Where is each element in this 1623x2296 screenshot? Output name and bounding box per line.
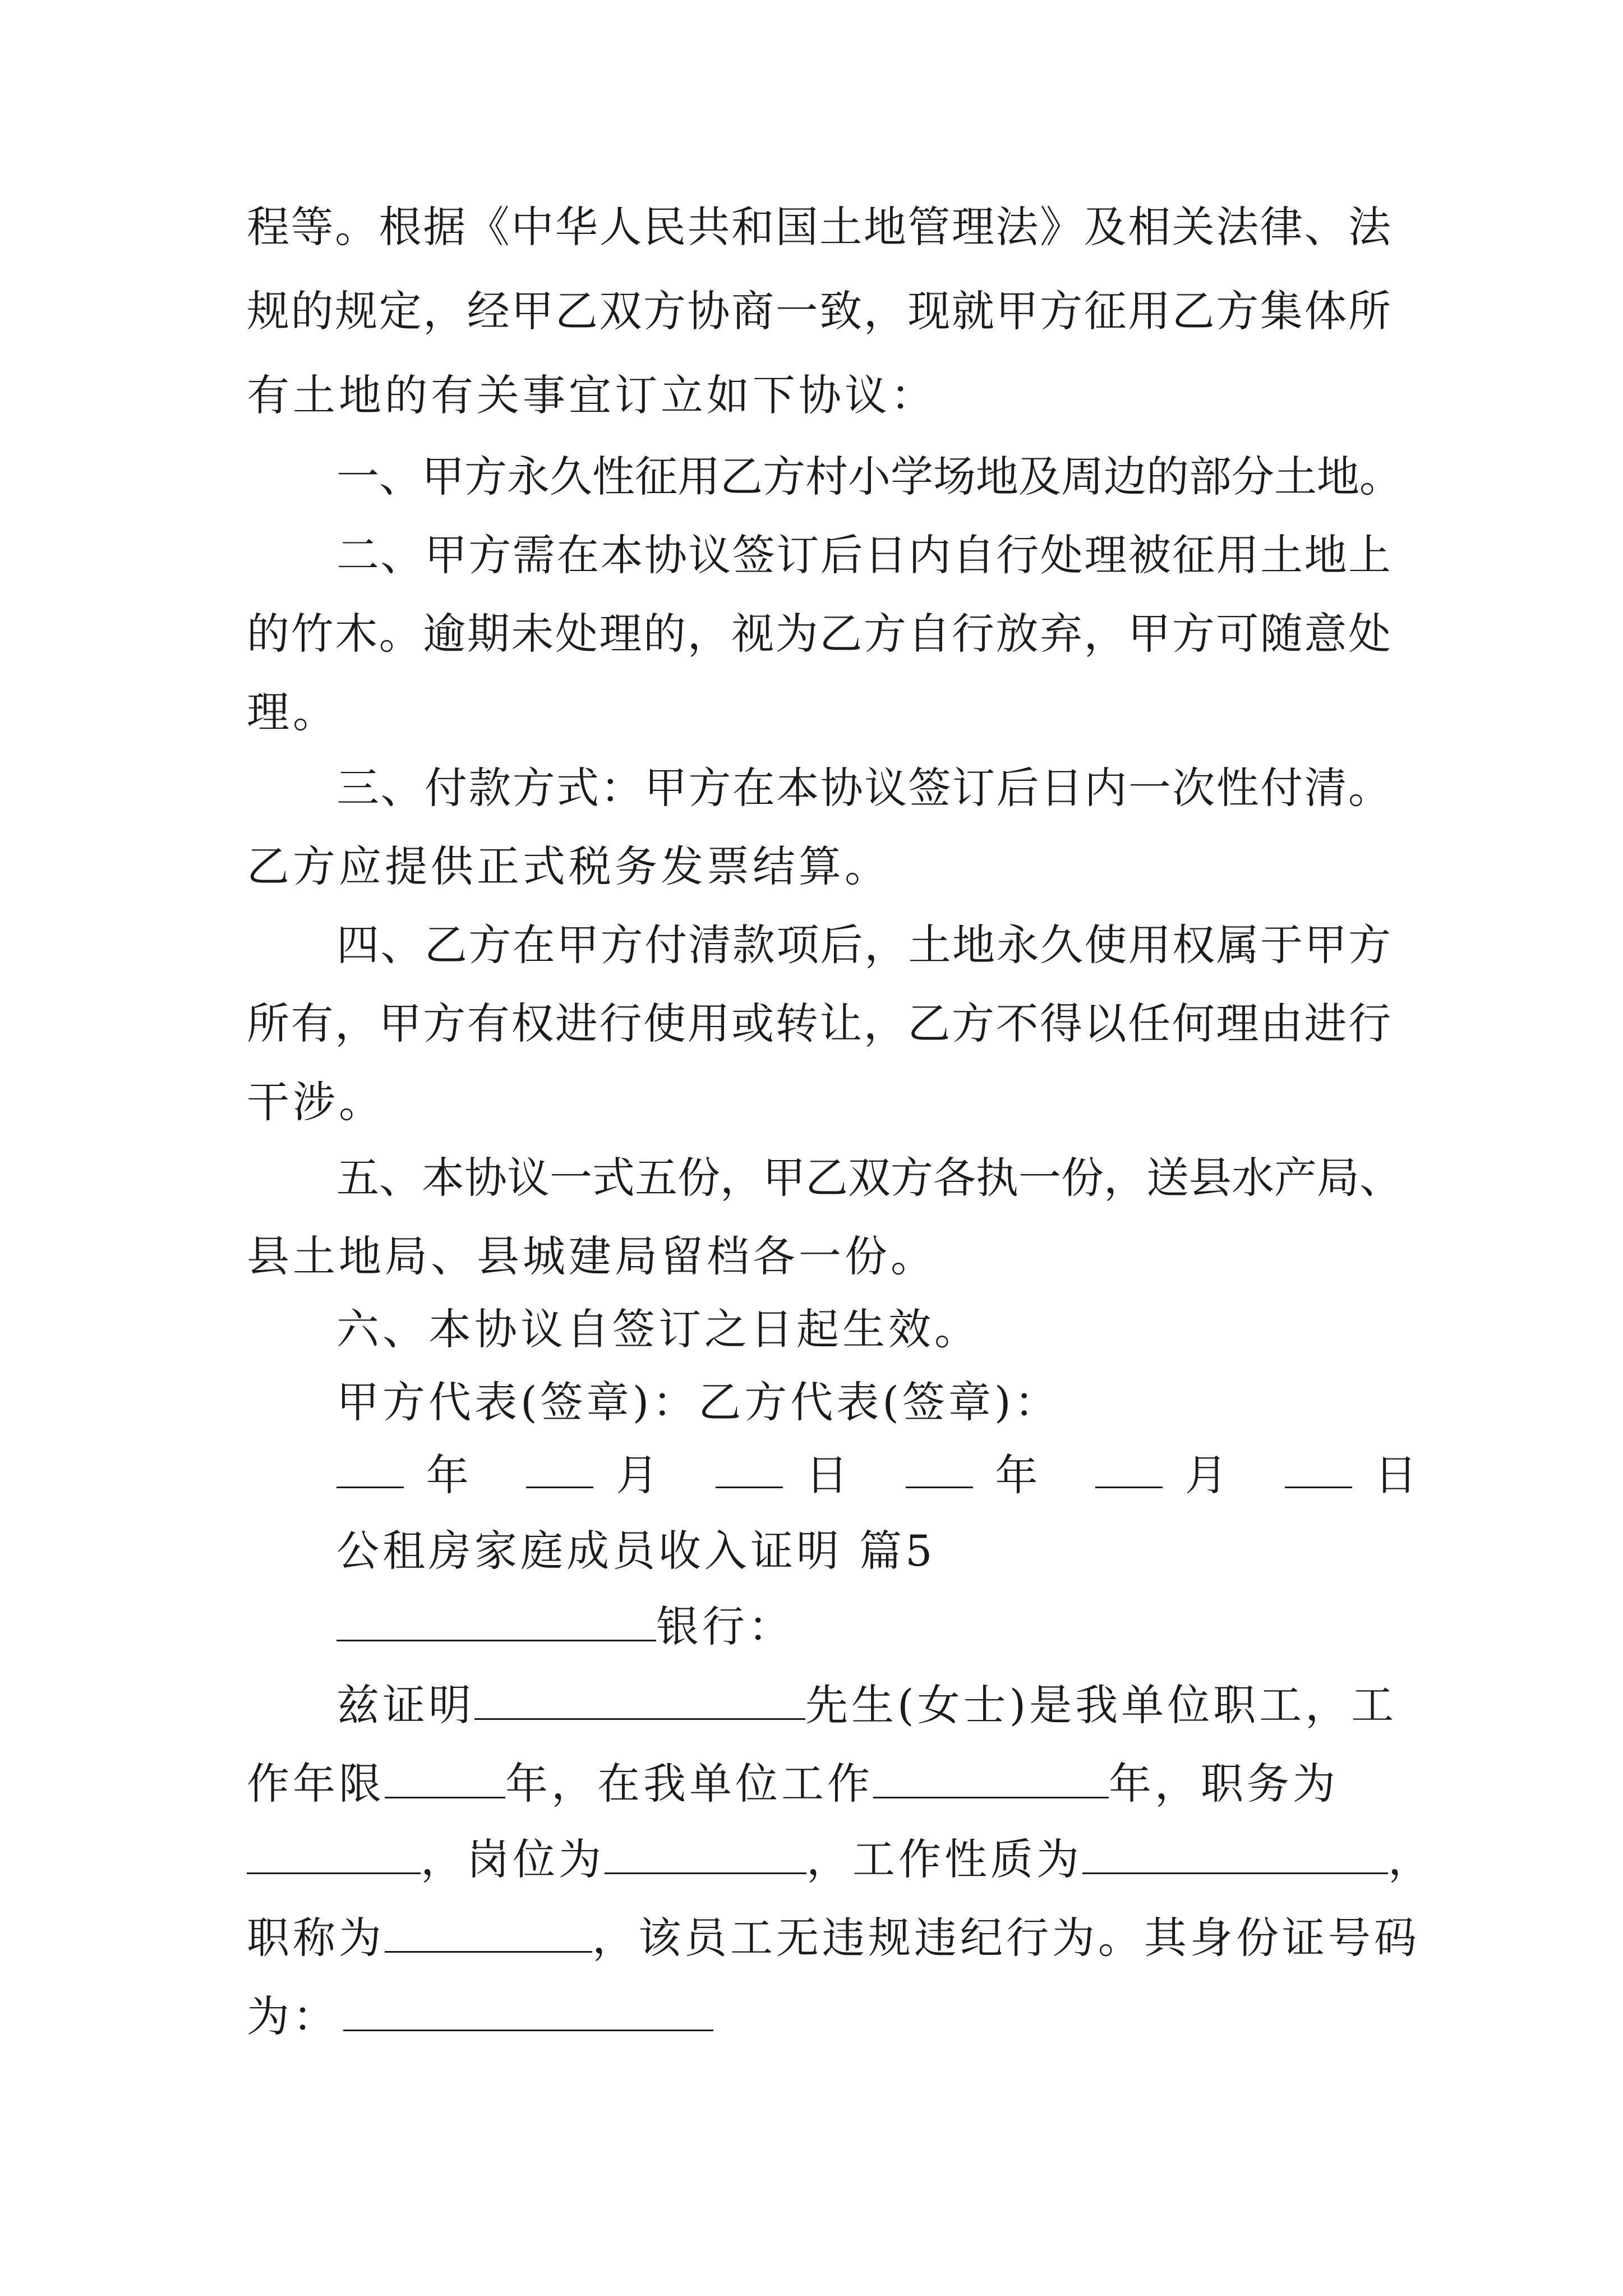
clause-4-line: 四、乙方在甲方付清款项后，土地永久使用权属于甲方 [336, 920, 1391, 970]
date-unit: 日 [1374, 1450, 1417, 1500]
text-span: ， [1388, 1834, 1434, 1884]
text-span: 为： [247, 1991, 339, 2041]
post-blank [605, 1833, 806, 1874]
clause-2-line: 理。 [247, 687, 339, 737]
date-blank [336, 1447, 404, 1488]
text-span: 作年限 [247, 1759, 385, 1809]
certificate-heading: 公租房家庭成员收入证明 篇5 [336, 1526, 936, 1576]
work-years-blank [385, 1757, 505, 1798]
date-blank [1095, 1447, 1163, 1488]
bank-line [336, 1599, 1391, 1655]
text-span: 职称为 [247, 1913, 385, 1963]
title-blank [385, 1912, 592, 1953]
certificate-line [247, 1832, 1434, 1888]
certificate-line [247, 1910, 1420, 1966]
text-span: 年，在我单位工作 [505, 1759, 873, 1809]
text-span: 年，职务为 [1109, 1759, 1339, 1809]
contract-paragraph-line: 程等。根据《中华人民共和国土地管理法》及相关法律、法 [247, 202, 1391, 252]
unit-years-blank [873, 1757, 1109, 1798]
certificate-line [247, 1989, 1391, 2045]
signature-line: 甲方代表(签章)：乙方代表(签章)： [336, 1377, 1061, 1427]
bank-name-blank [336, 1600, 656, 1641]
clause-3-line: 三、付款方式：甲方在本协议签订后日内一次性付清。 [336, 763, 1391, 813]
date-unit: 年 [995, 1450, 1038, 1500]
date-unit: 年 [426, 1450, 469, 1500]
date-blank [1285, 1447, 1352, 1488]
date-blank [906, 1447, 973, 1488]
clause-5-line: 县土地局、县城建局留档各一份。 [247, 1231, 937, 1281]
date-unit: 日 [805, 1450, 849, 1500]
text-span: 兹证明 [336, 1680, 474, 1730]
contract-paragraph-line: 规的规定，经甲乙双方协商一致，现就甲方征用乙方集体所 [247, 286, 1391, 336]
clause-1: 一、甲方永久性征用乙方村小学场地及周边的部分土地。 [336, 452, 1402, 501]
clause-2-line: 二、甲方需在本协议签订后日内自行处理被征用土地上 [336, 530, 1391, 580]
date-blank [526, 1447, 593, 1488]
position-blank [247, 1833, 421, 1874]
clause-4-line: 干涉。 [247, 1077, 385, 1127]
clause-4-line: 所有，甲方有权进行使用或转让，乙方不得以任何理由进行 [247, 999, 1391, 1048]
work-nature-blank [1082, 1833, 1388, 1874]
text-span: ，工作性质为 [806, 1834, 1082, 1884]
contract-paragraph-line: 有土地的有关事宜订立如下协议： [247, 370, 937, 420]
clause-2-line: 的竹木。逾期未处理的，视为乙方自行放弃，甲方可随意处 [247, 609, 1391, 659]
text-span: 先生(女士)是我单位职工，工 [805, 1680, 1398, 1730]
clause-5-line: 五、本协议一式五份，甲乙双方各执一份，送县水产局、 [336, 1153, 1402, 1203]
clause-6: 六、本协议自签订之日起生效。 [336, 1304, 980, 1354]
text-span: ，岗位为 [421, 1834, 605, 1884]
bank-suffix: 银行： [656, 1602, 794, 1651]
date-blank [716, 1447, 783, 1488]
clause-3-line: 乙方应提供正式税务发票结算。 [247, 841, 891, 891]
id-number-blank [343, 1990, 713, 2031]
date-line [336, 1447, 1461, 1503]
text-span: ，该员工无违规违纪行为。其身份证号码 [592, 1913, 1420, 1963]
certificate-line [336, 1677, 1398, 1733]
certificate-line [247, 1756, 1391, 1812]
date-unit: 月 [1184, 1450, 1228, 1500]
name-blank [474, 1679, 805, 1720]
date-unit: 月 [616, 1450, 659, 1500]
